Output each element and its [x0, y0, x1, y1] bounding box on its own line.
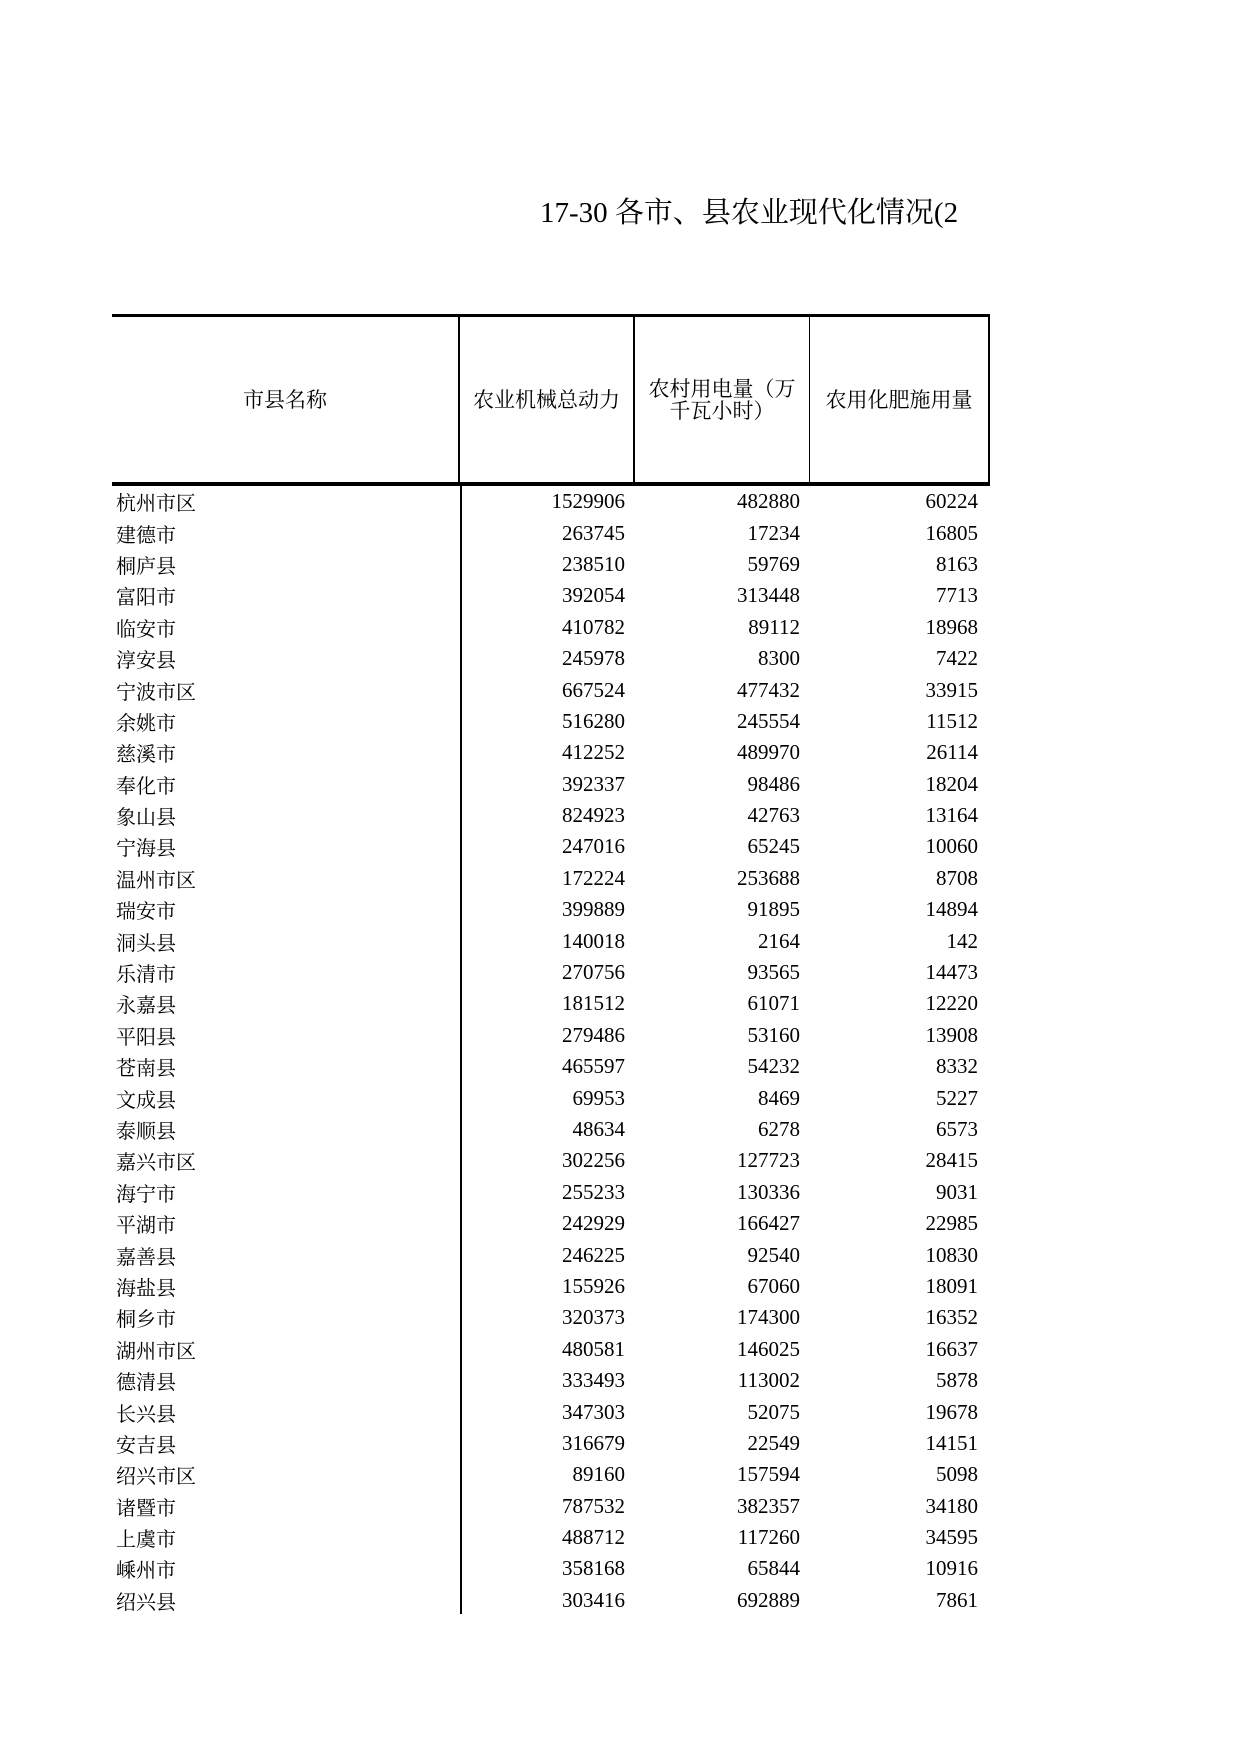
- cell-rural-electricity: 477432: [737, 677, 800, 702]
- cell-fertilizer-use: 18091: [925, 1273, 978, 1298]
- table-row: [112, 925, 990, 956]
- cell-rural-electricity: 253688: [737, 865, 800, 890]
- cell-machinery-power: 480581: [562, 1336, 625, 1361]
- table-row: [112, 1177, 990, 1208]
- table-rows: [112, 486, 990, 1616]
- table-row: [112, 1239, 990, 1270]
- cell-machinery-power: 303416: [562, 1587, 625, 1612]
- table-row: [112, 643, 990, 674]
- cell-rural-electricity: 65245: [747, 834, 800, 859]
- cell-machinery-power: 242929: [562, 1211, 625, 1236]
- table-row: [112, 1302, 990, 1333]
- cell-machinery-power: 399889: [562, 897, 625, 922]
- cell-name: 德清县: [116, 1370, 176, 1395]
- cell-name: 海宁市: [116, 1181, 176, 1206]
- cell-name: 文成县: [116, 1087, 176, 1112]
- cell-name: 桐乡市: [116, 1307, 176, 1332]
- cell-fertilizer-use: 34180: [925, 1493, 978, 1518]
- cell-machinery-power: 333493: [562, 1368, 625, 1393]
- cell-rural-electricity: 67060: [747, 1273, 800, 1298]
- cell-fertilizer-use: 19678: [925, 1399, 978, 1424]
- table-row: [112, 706, 990, 737]
- cell-name: 象山县: [116, 805, 176, 830]
- cell-name: 嵊州市: [116, 1558, 176, 1583]
- cell-fertilizer-use: 7422: [936, 646, 978, 671]
- cell-fertilizer-use: 8332: [936, 1054, 978, 1079]
- cell-name: 临安市: [116, 616, 176, 641]
- header-machinery-power: 农业机械总动力: [460, 317, 635, 482]
- cell-rural-electricity: 130336: [737, 1179, 800, 1204]
- cell-fertilizer-use: 7713: [936, 583, 978, 608]
- cell-machinery-power: 255233: [562, 1179, 625, 1204]
- cell-machinery-power: 320373: [562, 1305, 625, 1330]
- cell-fertilizer-use: 18968: [925, 614, 978, 639]
- cell-rural-electricity: 692889: [737, 1587, 800, 1612]
- cell-name: 宁波市区: [116, 679, 196, 704]
- cell-rural-electricity: 146025: [737, 1336, 800, 1361]
- table-row: [112, 1051, 990, 1082]
- cell-fertilizer-use: 12220: [925, 991, 978, 1016]
- table-row: [112, 737, 990, 768]
- cell-rural-electricity: 92540: [747, 1242, 800, 1267]
- table-row: [112, 1553, 990, 1584]
- cell-rural-electricity: 8469: [758, 1085, 800, 1110]
- cell-machinery-power: 667524: [562, 677, 625, 702]
- cell-machinery-power: 270756: [562, 960, 625, 985]
- cell-name: 平湖市: [116, 1213, 176, 1238]
- cell-name: 宁海县: [116, 836, 176, 861]
- cell-machinery-power: 247016: [562, 834, 625, 859]
- cell-fertilizer-use: 8163: [936, 551, 978, 576]
- cell-fertilizer-use: 6573: [936, 1117, 978, 1141]
- table-row: [112, 1020, 990, 1051]
- cell-name: 诸暨市: [116, 1495, 176, 1520]
- cell-name: 苍南县: [116, 1056, 176, 1081]
- cell-machinery-power: 787532: [562, 1493, 625, 1518]
- cell-name: 平阳县: [116, 1024, 176, 1049]
- cell-machinery-power: 347303: [562, 1399, 625, 1424]
- cell-name: 乐清市: [116, 962, 176, 987]
- cell-rural-electricity: 382357: [737, 1493, 800, 1518]
- cell-machinery-power: 172224: [562, 865, 625, 890]
- cell-rural-electricity: 174300: [737, 1305, 800, 1330]
- table-row: [112, 831, 990, 862]
- cell-fertilizer-use: 142: [946, 928, 978, 953]
- cell-name: 慈溪市: [116, 742, 176, 767]
- cell-name: 建德市: [116, 522, 176, 547]
- table-row: [112, 1365, 990, 1396]
- cell-name: 长兴县: [116, 1401, 176, 1426]
- cell-fertilizer-use: 33915: [925, 677, 978, 702]
- table-row: [112, 1585, 990, 1616]
- cell-fertilizer-use: 22985: [925, 1211, 978, 1236]
- cell-machinery-power: 412252: [562, 740, 625, 765]
- cell-fertilizer-use: 7861: [936, 1587, 978, 1612]
- table-row: [112, 1271, 990, 1302]
- cell-name: 瑞安市: [116, 899, 176, 924]
- table-row: [112, 549, 990, 580]
- cell-rural-electricity: 127723: [737, 1148, 800, 1173]
- cell-name: 海盐县: [116, 1275, 176, 1300]
- table-row: [112, 1428, 990, 1459]
- cell-name: 永嘉县: [116, 993, 176, 1018]
- table-row: [112, 1114, 990, 1145]
- table-header-row: [112, 317, 990, 482]
- cell-machinery-power: 89160: [572, 1462, 625, 1487]
- cell-fertilizer-use: 10060: [925, 834, 978, 859]
- cell-rural-electricity: 61071: [747, 991, 800, 1016]
- cell-machinery-power: 140018: [562, 928, 625, 953]
- cell-name: 富阳市: [116, 585, 176, 610]
- cell-fertilizer-use: 26114: [926, 740, 978, 765]
- cell-fertilizer-use: 18204: [925, 771, 978, 796]
- cell-rural-electricity: 65844: [747, 1556, 800, 1581]
- cell-fertilizer-use: 11512: [926, 708, 978, 733]
- cell-machinery-power: 263745: [562, 520, 625, 545]
- cell-fertilizer-use: 34595: [925, 1525, 978, 1550]
- cell-rural-electricity: 113002: [737, 1368, 800, 1393]
- cell-machinery-power: 302256: [562, 1148, 625, 1173]
- cell-fertilizer-use: 14473: [925, 960, 978, 985]
- cell-machinery-power: 392054: [562, 583, 625, 608]
- cell-rural-electricity: 117260: [737, 1525, 800, 1550]
- table-row: [112, 674, 990, 705]
- cell-rural-electricity: 52075: [747, 1399, 800, 1424]
- cell-rural-electricity: 2164: [758, 928, 800, 953]
- header-rural-electricity: [635, 317, 810, 482]
- page-title: 17-30 各市、县农业现代化情况(2: [540, 197, 959, 229]
- cell-name: 绍兴市区: [116, 1464, 196, 1489]
- cell-machinery-power: 246225: [562, 1242, 625, 1267]
- cell-fertilizer-use: 14151: [925, 1430, 978, 1455]
- table-row: [112, 612, 990, 643]
- cell-machinery-power: 181512: [562, 991, 625, 1016]
- table-row: [112, 1334, 990, 1365]
- cell-rural-electricity: 89112: [748, 614, 800, 639]
- table-row: [112, 517, 990, 548]
- cell-fertilizer-use: 60224: [925, 489, 978, 514]
- cell-machinery-power: 238510: [562, 551, 625, 576]
- cell-machinery-power: 488712: [562, 1525, 625, 1550]
- cell-rural-electricity: 17234: [747, 520, 800, 545]
- cell-fertilizer-use: 10916: [925, 1556, 978, 1581]
- cell-machinery-power: 1529906: [551, 489, 625, 514]
- cell-rural-electricity: 42763: [747, 803, 800, 828]
- table-row: [112, 580, 990, 611]
- table-row: [112, 1522, 990, 1553]
- cell-rural-electricity: 54232: [747, 1054, 800, 1079]
- table-row: [112, 1396, 990, 1427]
- cell-fertilizer-use: 5227: [936, 1085, 978, 1110]
- cell-fertilizer-use: 5098: [936, 1462, 978, 1487]
- cell-name: 奉化市: [116, 773, 176, 798]
- table-row: [112, 1208, 990, 1239]
- cell-rural-electricity: 8300: [758, 646, 800, 671]
- cell-fertilizer-use: 28415: [925, 1148, 978, 1173]
- cell-rural-electricity: 22549: [747, 1430, 800, 1455]
- cell-fertilizer-use: 13164: [925, 803, 978, 828]
- cell-rural-electricity: 245554: [737, 708, 800, 733]
- cell-name: 杭州市区: [116, 491, 196, 516]
- cell-name: 绍兴县: [116, 1589, 176, 1614]
- cell-machinery-power: 245978: [562, 646, 625, 671]
- table-row: [112, 486, 990, 517]
- cell-machinery-power: 155926: [562, 1273, 625, 1298]
- cell-rural-electricity: 59769: [747, 551, 800, 576]
- cell-rural-electricity: 313448: [737, 583, 800, 608]
- cell-name: 余姚市: [116, 710, 176, 735]
- cell-name: 嘉善县: [116, 1244, 176, 1269]
- cell-rural-electricity: 91895: [747, 897, 800, 922]
- cell-machinery-power: 824923: [562, 803, 625, 828]
- cell-name: 淳安县: [116, 648, 176, 673]
- cell-name: 嘉兴市区: [116, 1150, 196, 1175]
- table-row: [112, 894, 990, 925]
- cell-rural-electricity: 482880: [737, 489, 800, 514]
- cell-rural-electricity: 6278: [758, 1117, 800, 1141]
- cell-machinery-power: 516280: [562, 708, 625, 733]
- cell-fertilizer-use: 16637: [925, 1336, 978, 1361]
- cell-rural-electricity: 166427: [737, 1211, 800, 1236]
- header-rural-electricity-label: 农村用电量（万千瓦小时）: [648, 376, 796, 423]
- cell-name: 温州市区: [116, 867, 196, 892]
- cell-machinery-power: 48634: [572, 1117, 625, 1141]
- cell-machinery-power: 465597: [562, 1054, 625, 1079]
- cell-rural-electricity: 157594: [737, 1462, 800, 1487]
- cell-fertilizer-use: 13908: [925, 1022, 978, 1047]
- cell-fertilizer-use: 9031: [936, 1179, 978, 1204]
- cell-name: 桐庐县: [116, 553, 176, 578]
- cell-fertilizer-use: 10830: [925, 1242, 978, 1267]
- cell-rural-electricity: 489970: [737, 740, 800, 765]
- cell-machinery-power: 358168: [562, 1556, 625, 1581]
- cell-rural-electricity: 53160: [747, 1022, 800, 1047]
- cell-rural-electricity: 93565: [747, 960, 800, 985]
- table-row: [112, 769, 990, 800]
- table-row: [112, 800, 990, 831]
- table-row: [112, 1145, 990, 1176]
- table-row: [112, 988, 990, 1019]
- table-row: [112, 1082, 990, 1113]
- cell-name: 湖州市区: [116, 1338, 196, 1363]
- cell-rural-electricity: 98486: [747, 771, 800, 796]
- cell-name: 泰顺县: [116, 1119, 176, 1143]
- cell-fertilizer-use: 8708: [936, 865, 978, 890]
- cell-machinery-power: 392337: [562, 771, 625, 796]
- header-fertilizer-use: 农用化肥施用量: [810, 317, 990, 482]
- header-city-county-name: 市县名称: [112, 317, 460, 482]
- cell-fertilizer-use: 14894: [925, 897, 978, 922]
- cell-fertilizer-use: 16805: [925, 520, 978, 545]
- cell-machinery-power: 69953: [572, 1085, 625, 1110]
- cell-fertilizer-use: 16352: [925, 1305, 978, 1330]
- table-body: [112, 486, 990, 1614]
- cell-fertilizer-use: 5878: [936, 1368, 978, 1393]
- cell-name: 洞头县: [116, 930, 176, 955]
- table-row: [112, 1459, 990, 1490]
- cell-machinery-power: 279486: [562, 1022, 625, 1047]
- cell-name: 安吉县: [116, 1432, 176, 1457]
- table-row: [112, 1491, 990, 1522]
- cell-name: 上虞市: [116, 1527, 176, 1552]
- cell-machinery-power: 316679: [562, 1430, 625, 1455]
- table-row: [112, 863, 990, 894]
- cell-machinery-power: 410782: [562, 614, 625, 639]
- table-row: [112, 957, 990, 988]
